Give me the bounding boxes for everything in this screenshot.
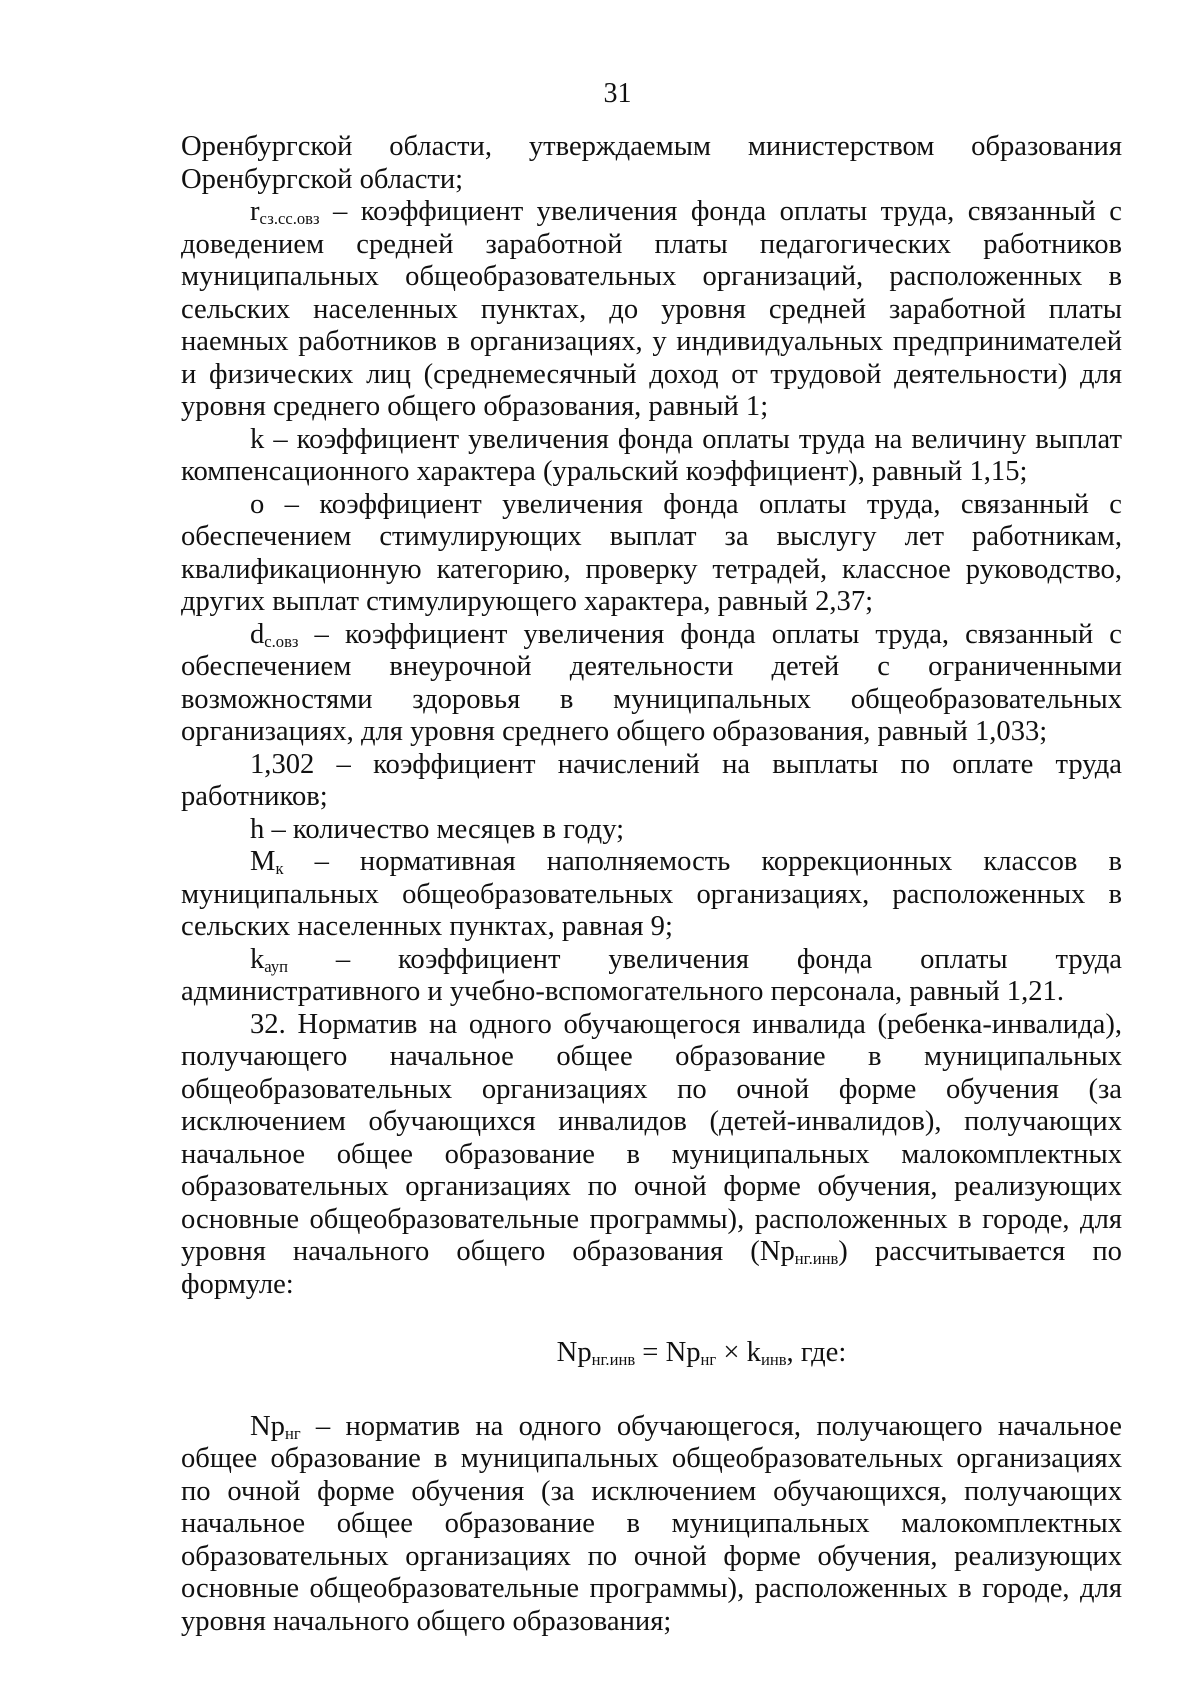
paragraph xyxy=(181,846,1122,944)
paragraph: h – количество месяцев в году; xyxy=(250,813,625,845)
paragraph xyxy=(181,196,1122,424)
subscript: нг.инв xyxy=(591,1350,636,1370)
symbol: k xyxy=(250,943,265,975)
symbol: d xyxy=(250,618,265,650)
paragraph xyxy=(181,1411,1122,1639)
formula-term: Np xyxy=(556,1337,592,1368)
page-number: 31 xyxy=(603,78,632,109)
formula xyxy=(181,1337,1122,1370)
symbol: r xyxy=(250,196,260,227)
formula-term: Np xyxy=(665,1337,701,1368)
paragraph-text: – коэффициент увеличения фонда оплаты труда административного и учебно-вспомогательного персонала, равный 1,21. xyxy=(181,943,1122,1007)
formula-text: , где: xyxy=(786,1337,847,1368)
symbol: Np xyxy=(759,1236,795,1267)
paragraph xyxy=(181,1009,1122,1302)
paragraph-text: – нормативная наполняемость коррекционных классов в муниципальных общеобразовательных организациях, расположенных в сельских населенных пунктах, равная 9; xyxy=(181,846,1122,942)
paragraph-text: – норматив на одного обучающегося, получающего начальное общее образование в муниципальных общеобразовательных организациях по очной форме обучения (за исключением обучающихся, получающих начальное общее образование в муниципальных малокомплектных образовательных организациях по очной форме обучения, реализующих основные общеобразовательные программы), расположенных в городе, для уровня начального общего образования; xyxy=(181,1410,1122,1637)
subscript: нг xyxy=(284,1423,301,1443)
subscript: к xyxy=(275,859,284,879)
paragraph-text: ) рассчитывается по формуле: xyxy=(181,1236,1122,1300)
subscript: ауп xyxy=(264,956,288,976)
paragraph-text: – коэффициент увеличения фонда оплаты труда, связанный с обеспечением внеурочной деятельности детей с ограниченными возможностями здоровья в муниципальных общеобразовательных организациях, для уровня среднего общего образования, равный 1,033; xyxy=(181,618,1122,747)
document-body xyxy=(181,131,1122,1638)
subscript: нг.инв xyxy=(794,1249,839,1269)
subscript: с.овз xyxy=(264,631,299,651)
subscript: инв xyxy=(760,1350,787,1370)
formula-operator: = xyxy=(635,1337,666,1368)
paragraph-text: – коэффициент увеличения фонда оплаты труда, связанный с доведением средней заработной платы педагогических работников муниципальных общеобразовательных организаций, расположенных в сельских населенных пунктах, до уровня средней заработной платы наемных работников в организациях, у индивидуальных предпринимателей и физических лиц (среднемесячный доход от трудовой деятельности) для уровня среднего общего образования, равный 1; xyxy=(181,196,1122,422)
paragraph: Оренбургской области, утверждаемым министерством образования Оренбургской области; xyxy=(181,131,1122,195)
paragraph-text: 32. Норматив на одного обучающегося инвалида (ребенка-инвалида), получающего начальное общее образование в муниципальных общеобразовательных организациях по очной форме обучения (за исключением обучающихся инвалидов (детей-инвалидов), получающих начальное общее образование в муниципальных малокомплектных образовательных организациях по очной форме обучения, реализующих основные общеобразовательные программы), расположенных в городе, для уровня начального общего образования ( xyxy=(181,1008,1122,1267)
subscript: сз.сс.овз xyxy=(259,209,320,229)
symbol: М xyxy=(250,846,276,877)
paragraph: 1,302 – коэффициент начислений на выплаты по оплате труда работников; xyxy=(181,748,1122,812)
paragraph: о – коэффициент увеличения фонда оплаты труда, связанный с обеспечением стимулирующих выплат за выслугу лет работникам, квалификационную категорию, проверку тетрадей, классное руководство, других выплат стимулирующего характера, равный 2,37; xyxy=(181,488,1122,617)
paragraph xyxy=(181,619,1122,749)
formula-term: k xyxy=(746,1337,761,1368)
subscript: нг xyxy=(700,1350,717,1370)
paragraph: k – коэффициент увеличения фонда оплаты труда на величину выплат компенсационного характера (уральский коэффициент), равный 1,15; xyxy=(181,423,1122,487)
symbol: Np xyxy=(250,1410,285,1442)
formula-operator: × xyxy=(716,1337,747,1368)
paragraph xyxy=(181,944,1122,1009)
